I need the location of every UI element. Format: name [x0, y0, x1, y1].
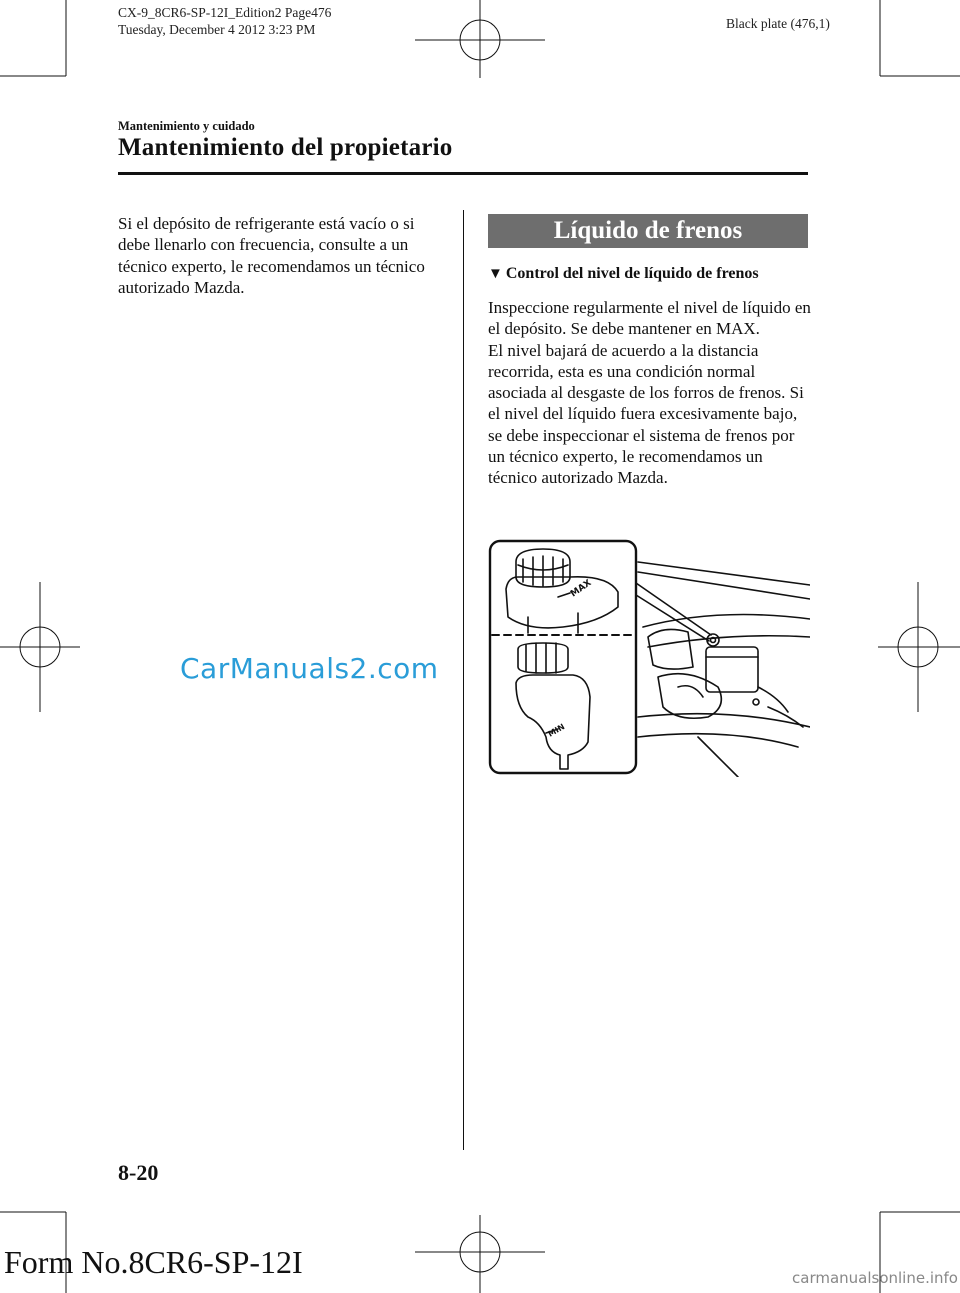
plate-label: Black plate (476,1): [726, 16, 830, 31]
subheading-text: Control del nivel de líquido de frenos: [505, 265, 759, 282]
figure-label-max: MAX: [568, 578, 594, 600]
form-number: Form No.8CR6-SP-12I: [4, 1244, 303, 1280]
right-paragraph-1: Inspeccione regularmente el nivel de líquido en el depósito. Se debe mantener en MAX.: [488, 298, 811, 339]
print-info-line1: CX-9_8CR6-SP-12I_Edition2 Page476: [118, 5, 332, 20]
section-title-banner: Líquido de frenos: [488, 214, 808, 248]
column-divider: [463, 210, 464, 1150]
section-label: Mantenimiento y cuidado: [118, 119, 255, 133]
right-paragraph-2: El nivel bajará de acuerdo a la distancia recorrida, esta es una condición normal asociada al desgaste de los forros de frenos. Si el nivel del líquido fuera excesivamente bajo, se debe inspeccionar el sistema de frenos por un técnico experto, le recomendamos un técnico autorizado Mazda.: [488, 340, 804, 488]
site-watermark[interactable]: carmanualsonline.info: [792, 1269, 958, 1287]
left-paragraph: Si el depósito de refrigerante está vacío o si debe llenarlo con frecuencia, consulte a un técnico experto, le recomendamos un técnico autorizado Mazda.: [118, 214, 425, 297]
figure-label-min: MIN: [546, 722, 567, 739]
subheading: [488, 265, 759, 283]
watermark-text[interactable]: CarManuals2.com: [180, 652, 439, 685]
chapter-title: Mantenimiento del propietario: [118, 134, 453, 161]
header-rule: [118, 172, 808, 175]
triangle-bullet-icon: ▼: [488, 266, 503, 282]
brake-fluid-reservoir-figure: [488, 537, 810, 777]
page-number: 8-20: [118, 1160, 159, 1185]
print-info-line2: Tuesday, December 4 2012 3:23 PM: [118, 22, 316, 37]
right-paragraphs: [488, 297, 813, 489]
print-info: [118, 4, 331, 38]
